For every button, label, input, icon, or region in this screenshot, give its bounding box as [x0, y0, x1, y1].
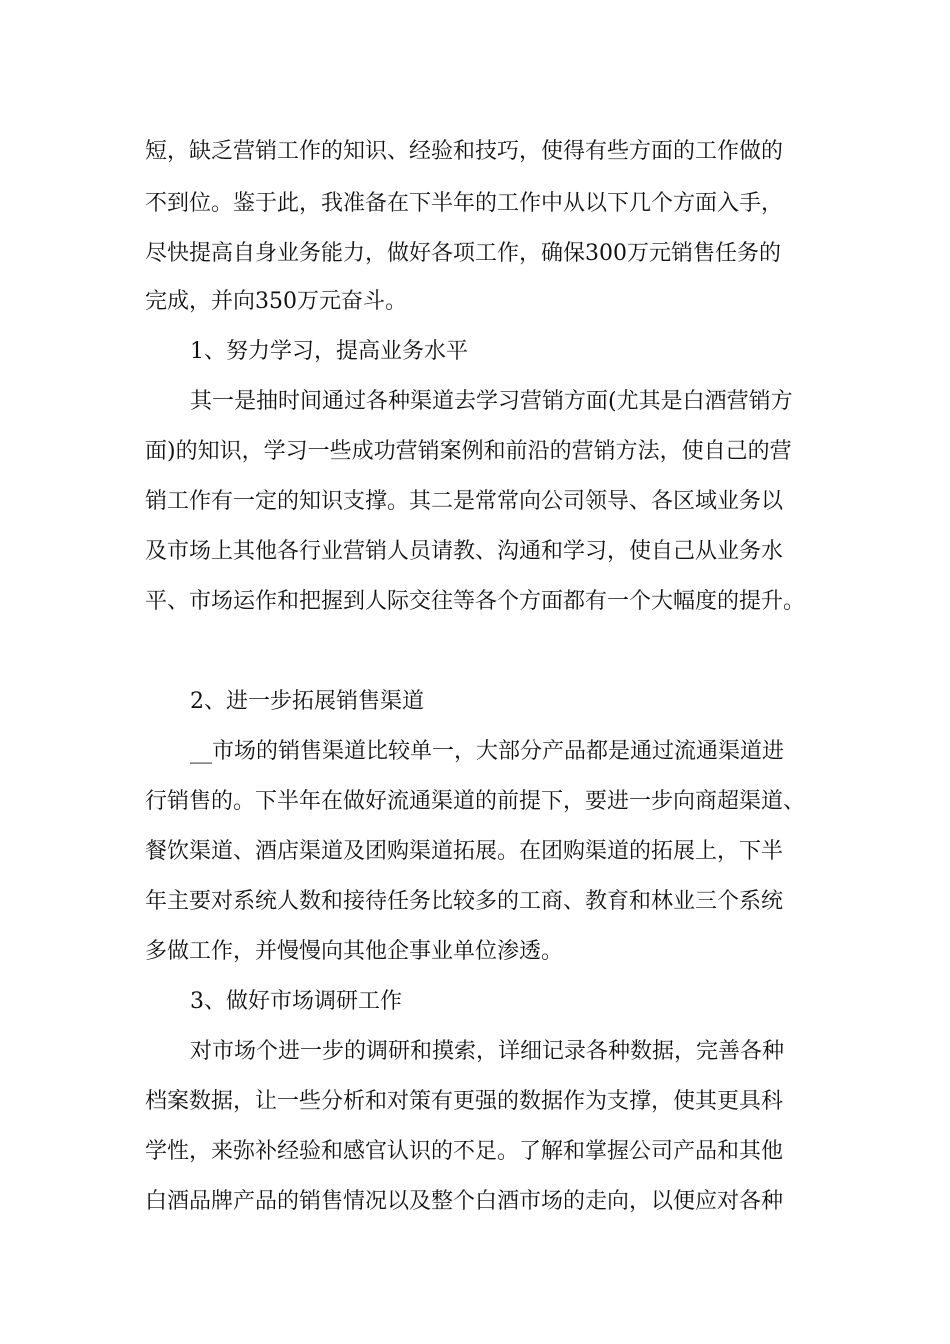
- paragraph-line: 档案数据，让一些分析和对策有更强的数据作为支撑，使其更具科: [145, 1089, 784, 1114]
- paragraph-line: 对市场个进一步的调研和摸索，详细记录各种数据，完善各种: [190, 1039, 785, 1064]
- paragraph-line: 面)的知识，学习一些成功营销案例和前沿的营销方法，使自己的营: [145, 439, 792, 464]
- paragraph-line: 尽快提高自身业务能力，做好各项工作，确保300万元销售任务的: [145, 241, 781, 266]
- paragraph-line: __市场的销售渠道比较单一，大部分产品都是通过流通渠道进: [190, 739, 785, 764]
- paragraph-line: 短，缺乏营销工作的知识、经验和技巧，使得有些方面的工作做的: [145, 139, 784, 164]
- paragraph-line: 多做工作，并慢慢向其他企事业单位渗透。: [145, 939, 564, 964]
- paragraph-line: 其一是抽时间通过各种渠道去学习营销方面(尤其是白酒营销方: [190, 389, 793, 414]
- section-heading: 2、进一步拓展销售渠道: [190, 689, 424, 714]
- paragraph-line: 及市场上其他各行业营销人员请教、沟通和学习，使自己从业务水: [145, 539, 784, 564]
- section-heading: 3、做好市场调研工作: [190, 989, 402, 1014]
- paragraph-line: 平、市场运作和把握到人际交往等各个方面都有一个大幅度的提升。: [145, 589, 806, 614]
- section-heading: 1、努力学习，提高业务水平: [190, 339, 468, 364]
- paragraph-line: 餐饮渠道、酒店渠道及团购渠道拓展。在团购渠道的拓展上，下半: [145, 839, 784, 864]
- paragraph-line: 不到位。鉴于此，我准备在下半年的工作中从以下几个方面入手，: [145, 191, 784, 216]
- paragraph-line: 白酒品牌产品的销售情况以及整个白酒市场的走向，以便应对各种: [145, 1189, 784, 1214]
- paragraph-line: 完成，并向350万元奋斗。: [145, 289, 407, 314]
- paragraph-line: 年主要对系统人数和接待任务比较多的工商、教育和林业三个系统: [145, 889, 784, 914]
- paragraph-line: 学性，来弥补经验和感官认识的不足。了解和掌握公司产品和其他: [145, 1139, 784, 1164]
- paragraph-line: 销工作有一定的知识支撑。其二是常常向公司领导、各区域业务以: [145, 489, 784, 514]
- paragraph-line: 行销售的。下半年在做好流通渠道的前提下，要进一步向商超渠道、: [145, 789, 806, 814]
